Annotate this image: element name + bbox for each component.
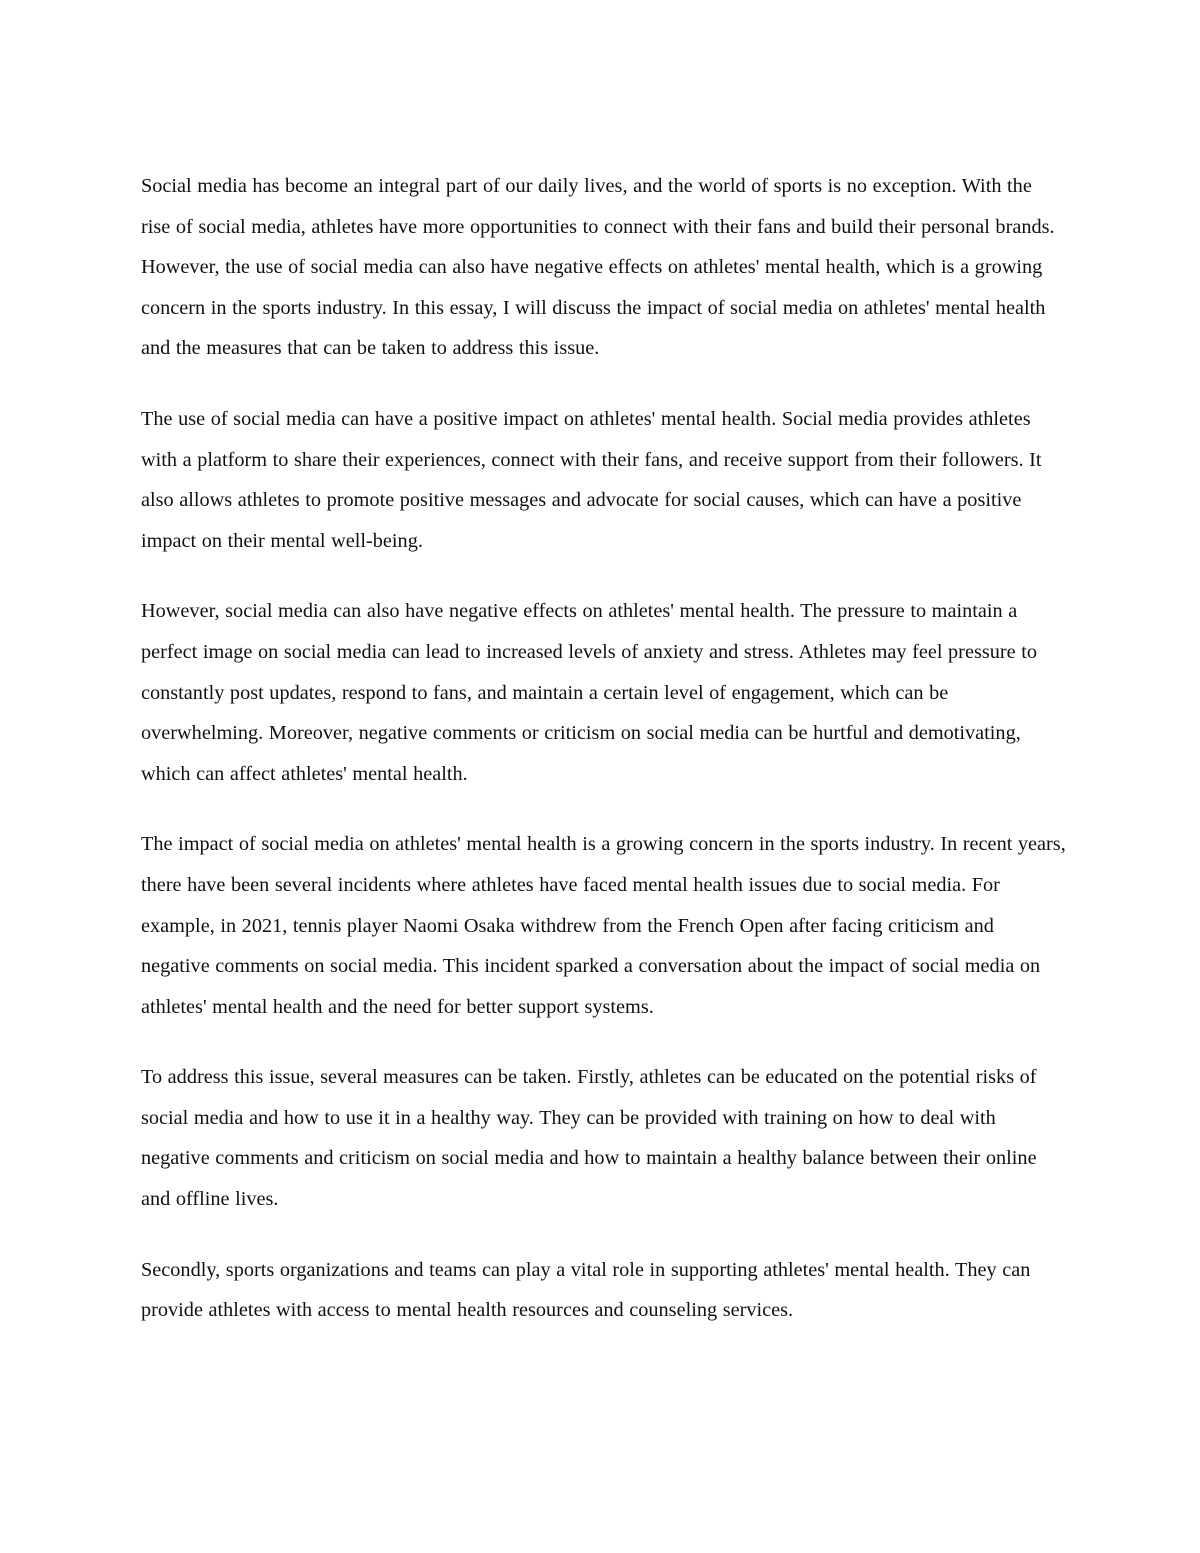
- paragraph-5: To address this issue, several measures can be taken. Firstly, athletes can be educated on the potential risks of social media and how to use it in a healthy way. They can be provided with training on how to deal with negative comments and criticism on social media and how to maintain a healthy balance between their online and offline lives.: [141, 1066, 1037, 1211]
- paragraph-4: The impact of social media on athletes' mental health is a growing concern in the sports industry. In recent years, there have been several incidents where athletes have faced mental health issues due to social media. For example, in 2021, tennis player Naomi Osaka withdrew from the French Open after facing criticism and negative comments on social media. This incident sparked a conversation about the impact of social media on athletes' mental health and the need for better support systems.: [141, 833, 1066, 1018]
- paragraph-3: However, social media can also have negative effects on athletes' mental health. The pressure to maintain a perfect image on social media can lead to increased levels of anxiety and stress. Athletes may feel pressure to constantly post updates, respond to fans, and maintain a certain level of engagement, which can be overwhelming. Moreover, negative comments or criticism on social media can be hurtful and demotivating, which can affect athletes' mental health.: [141, 600, 1037, 785]
- essay-body: [141, 166, 1066, 1331]
- paragraph-6: Secondly, sports organizations and teams can play a vital role in supporting athletes' mental health. They can provide athletes with access to mental health resources and counseling services.: [141, 1258, 1031, 1322]
- paragraph-1: Social media has become an integral part of our daily lives, and the world of sports is no exception. With the rise of social media, athletes have more opportunities to connect with their fans and build their personal brands. However, the use of social media can also have negative effects on athletes' mental health, which is a growing concern in the sports industry. In this essay, I will discuss the impact of social media on athletes' mental health and the measures that can be taken to address this issue.: [141, 175, 1055, 360]
- paragraph-2: The use of social media can have a positive impact on athletes' mental health. Social media provides athletes with a platform to share their experiences, connect with their fans, and receive support from their followers. It also allows athletes to promote positive messages and advocate for social causes, which can have a positive impact on their mental well-being.: [141, 407, 1042, 552]
